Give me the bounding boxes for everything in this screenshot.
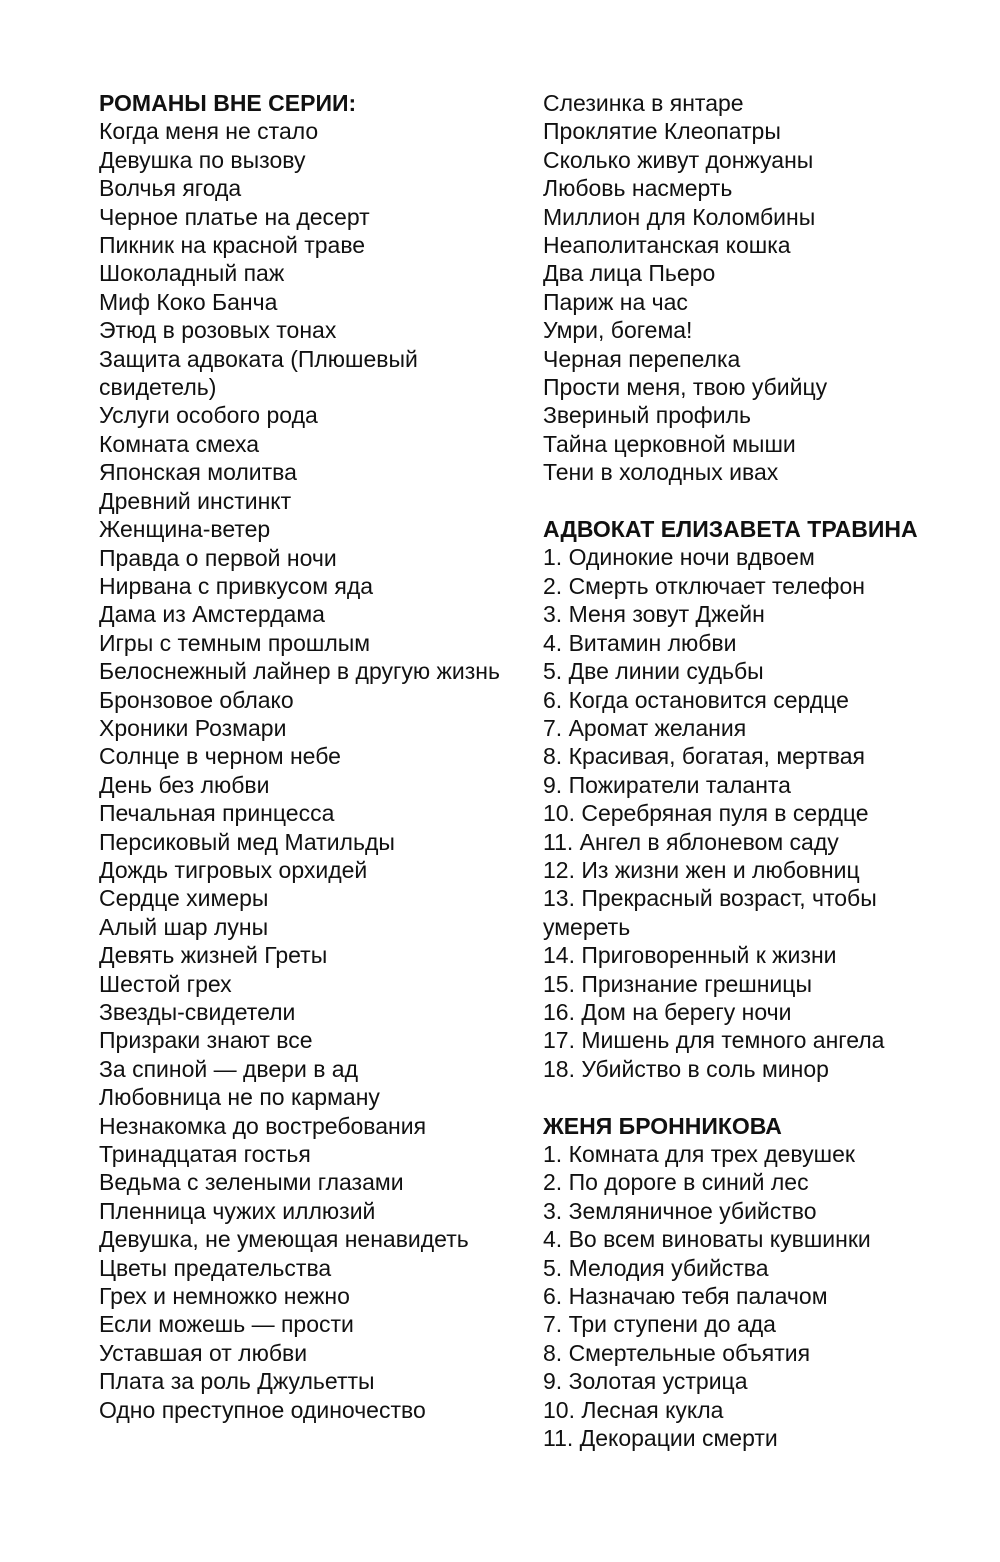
list-item: Черная перепелка <box>543 345 741 372</box>
list-item: Бронзовое облако <box>99 686 294 713</box>
list-item: Когда меня не стало <box>99 118 319 145</box>
list-item: 7. Аромат желания <box>543 714 747 741</box>
list-item: 15. Признание грешницы <box>543 970 812 997</box>
list-item: Услуги особого рода <box>99 402 318 429</box>
list-item: 14. Приговоренный к жизни <box>543 942 837 969</box>
list-item: 2. По дороге в синий лес <box>543 1169 809 1196</box>
list-item: Девять жизней Греты <box>99 942 328 969</box>
list-item: Хроники Розмари <box>99 714 287 741</box>
list-item: 17. Мишень для темного ангела <box>543 1027 885 1054</box>
travina-series-list <box>543 543 963 1083</box>
list-item: Дама из Амстердама <box>99 601 325 628</box>
list-item: Женщина-ветер <box>99 516 271 543</box>
standalone-novels-section <box>99 89 519 1424</box>
list-item: Два лица Пьеро <box>543 260 716 287</box>
list-item: Этюд в розовых тонах <box>99 317 337 344</box>
list-item: Ведьма с зелеными глазами <box>99 1169 404 1196</box>
list-item: Персиковый мед Матильды <box>99 828 395 855</box>
list-item: Нирвана с привкусом яда <box>99 572 374 599</box>
list-item: Девушка по вызову <box>99 146 306 173</box>
list-item: 6. Когда остановится сердце <box>543 686 849 713</box>
list-item: Черное платье на десерт <box>99 203 370 230</box>
list-item: Проклятие Клеопатры <box>543 118 781 145</box>
list-item: Миф Коко Банча <box>99 288 278 315</box>
list-item: 2. Смерть отключает телефон <box>543 572 865 599</box>
section-title: АДВОКАТ ЕЛИЗАВЕТА ТРАВИНА <box>543 516 918 543</box>
list-item: Париж на час <box>543 288 688 315</box>
list-item: Шестой грех <box>99 970 232 997</box>
list-item: Миллион для Коломбины <box>543 203 816 230</box>
list-item: Волчья ягода <box>99 175 242 202</box>
list-item: Правда о первой ночи <box>99 544 337 571</box>
list-item: Тайна церковной мыши <box>543 430 796 457</box>
list-item: Призраки знают все <box>99 1027 313 1054</box>
list-item: Плата за роль Джульетты <box>99 1368 375 1395</box>
list-item: Сколько живут донжуаны <box>543 146 814 173</box>
standalone-novels-continuation-list <box>543 89 963 487</box>
list-item: Любовница не по карману <box>99 1084 380 1111</box>
list-item: 9. Золотая устрица <box>543 1368 748 1395</box>
list-item: 11. Декорации смерти <box>543 1425 778 1452</box>
list-item: Шоколадный паж <box>99 260 285 287</box>
list-item: Неаполитанская кошка <box>543 232 791 259</box>
list-item: Игры с темным прошлым <box>99 629 371 656</box>
list-item: Девушка, не умеющая ненавидеть <box>99 1226 469 1253</box>
list-item: Сердце химеры <box>99 885 269 912</box>
list-item: 12. Из жизни жен и любовниц <box>543 856 860 883</box>
list-item: Если можешь — прости <box>99 1311 354 1338</box>
list-item: 3. Меня зовут Джейн <box>543 601 765 628</box>
list-item: 3. Земляничное убийство <box>543 1197 817 1224</box>
list-item: 5. Две линии судьбы <box>543 658 764 685</box>
list-item: Тени в холодных ивах <box>543 459 779 486</box>
bronnikova-series-list <box>543 1140 963 1452</box>
list-item: 8. Смертельные объятия <box>543 1339 811 1366</box>
standalone-novels-list <box>99 117 519 1424</box>
list-item: Печальная принцесса <box>99 800 335 827</box>
list-item: Любовь насмерть <box>543 175 733 202</box>
list-item: Тринадцатая гостья <box>99 1141 311 1168</box>
travina-series-section <box>543 515 963 1083</box>
list-item: 10. Лесная кукла <box>543 1396 724 1423</box>
list-item: Умри, богема! <box>543 317 693 344</box>
list-item: 9. Пожиратели таланта <box>543 771 791 798</box>
list-item: Звезды-свидетели <box>99 999 296 1025</box>
list-item: 5. Мелодия убийства <box>543 1254 769 1281</box>
list-item: 1. Комната для трех девушек <box>543 1141 855 1167</box>
list-item: Уставшая от любви <box>99 1339 308 1366</box>
list-item: Защита адвоката (Плюшевый свидетель) <box>99 345 418 401</box>
list-item: Японская молитва <box>99 459 297 486</box>
list-item: 8. Красивая, богатая, мертвая <box>543 743 865 770</box>
list-item: Незнакомка до востребования <box>99 1112 427 1139</box>
list-item: Древний инстинкт <box>99 487 292 514</box>
list-item: Белоснежный лайнер в другую жизнь <box>99 658 500 685</box>
list-item: Грех и немножко нежно <box>99 1283 350 1310</box>
list-item: 13. Прекрасный возраст, чтобы умереть <box>543 885 877 940</box>
list-item: 1. Одинокие ночи вдвоем <box>543 544 815 571</box>
list-item: Солнце в черном небе <box>99 743 341 770</box>
list-item: Цветы предательства <box>99 1254 332 1281</box>
list-item: 10. Серебряная пуля в сердце <box>543 800 869 827</box>
list-item: 4. Во всем виноваты кувшинки <box>543 1226 871 1253</box>
section-title: ЖЕНЯ БРОННИКОВА <box>543 1112 782 1139</box>
list-item: 7. Три ступени до ада <box>543 1311 776 1338</box>
list-item: 4. Витамин любви <box>543 629 737 656</box>
left-column <box>99 89 519 1424</box>
list-item: День без любви <box>99 771 270 798</box>
right-column <box>543 89 963 1452</box>
list-item: Пикник на красной траве <box>99 232 366 259</box>
list-item: Алый шар луны <box>99 913 269 940</box>
list-item: 18. Убийство в соль минор <box>543 1055 829 1082</box>
standalone-novels-continuation-section <box>543 89 963 487</box>
list-item: Комната смеха <box>99 430 260 457</box>
list-item: Дождь тигровых орхидей <box>99 856 368 883</box>
list-item: Пленница чужих иллюзий <box>99 1197 376 1224</box>
section-title: РОМАНЫ ВНЕ СЕРИИ: <box>99 90 357 116</box>
list-item: Звериный профиль <box>543 402 751 429</box>
list-item: 6. Назначаю тебя палачом <box>543 1283 828 1310</box>
list-item: Слезинка в янтаре <box>543 90 744 116</box>
list-item: Одно преступное одиночество <box>99 1396 426 1423</box>
list-item: За спиной — двери в ад <box>99 1055 359 1082</box>
list-item: Прости меня, твою убийцу <box>543 374 828 401</box>
list-item: 11. Ангел в яблоневом саду <box>543 828 839 855</box>
list-item: 16. Дом на берегу ночи <box>543 998 792 1025</box>
bronnikova-series-section <box>543 1112 963 1453</box>
